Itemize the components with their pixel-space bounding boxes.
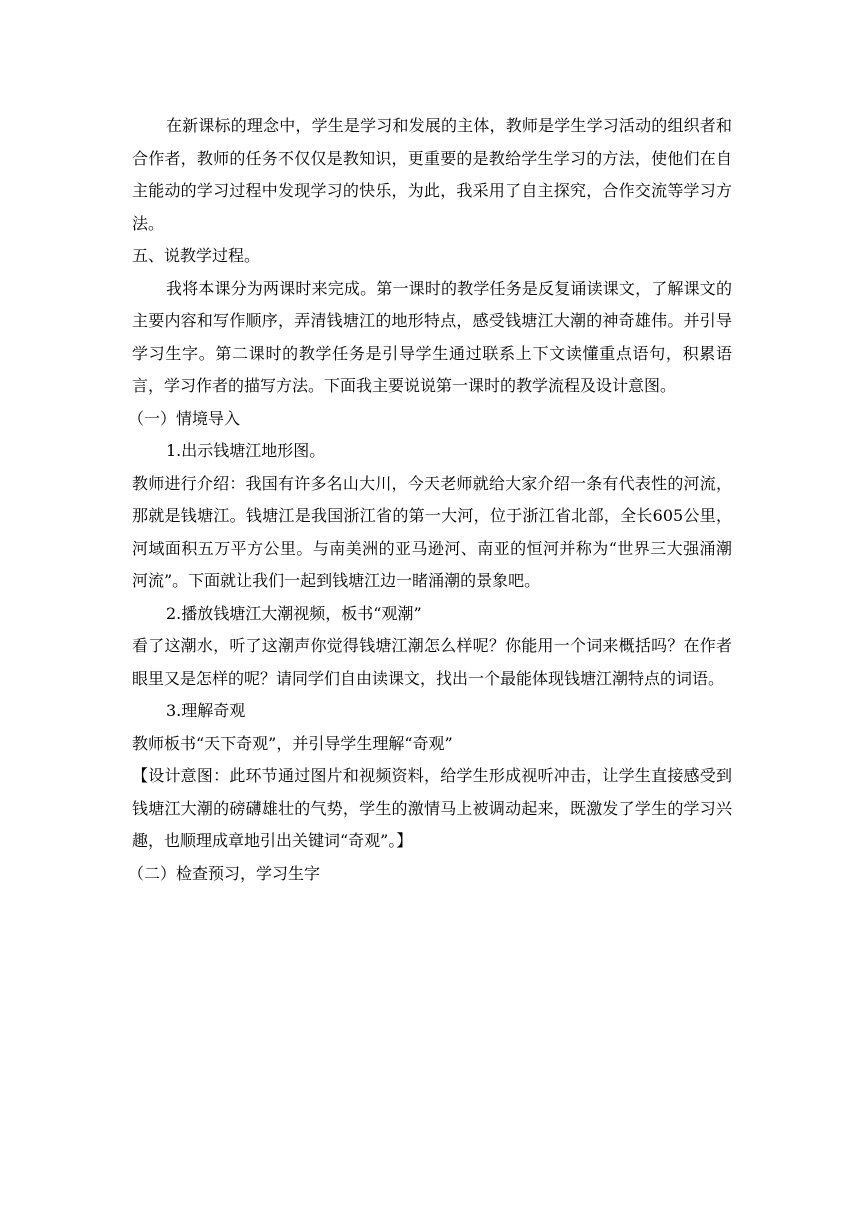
paragraph-lesson-plan: 我将本课分为两课时来完成。第一课时的教学任务是反复诵读课文，了解课文的主要内容和写作顺序，弄清钱塘江的地形特点，感受钱塘江大潮的神奇雄伟。并引导学习生字。第二课时的教学任务是引导学生通过联系上下文读懂重点语句，积累语言，学习作者的描写方法。下面我主要说说第一课时的教学流程及设计意图。 bbox=[132, 278, 732, 395]
step-understand-wonder: 3.理解奇观 bbox=[166, 701, 246, 720]
document-page bbox=[128, 110, 732, 890]
section-heading-teaching-process: 五、说教学过程。 bbox=[132, 246, 261, 265]
paragraph-learning-methods: 在新课标的理念中，学生是学习和发展的主体，教师是学生学习活动的组织者和合作者，教师的任务不仅仅是教知识，更重要的是教给学生学习的方法，使他们在自主能动的学习过程中发现学习的快乐，为此，我采用了自主探究，合作交流等学习方法。 bbox=[132, 116, 732, 233]
subheading-situation-intro: （一）情境导入 bbox=[128, 408, 241, 428]
subheading-preview-check: （二）检查预习，学习生字 bbox=[128, 863, 321, 883]
paragraph-blackboard: 教师板书“天下奇观”，并引导学生理解“奇观” bbox=[132, 733, 453, 753]
paragraph-teacher-introduction: 教师进行介绍：我国有许多名山大川，今天老师就给大家介绍一条有代表性的河流，那就是钱塘江。钱塘江是我国浙江省的第一大河，位于浙江省北部，全长605公里，河域面积五万平方公里。与南美洲的亚马逊河、南亚的恒河并称为“世界三大强涌潮河流”。下面就让我们一起到钱塘江边一睹涌潮的景象吧。 bbox=[132, 473, 732, 590]
paragraph-design-intent: 【设计意图：此环节通过图片和视频资料，给学生形成视听冲击，让学生直接感受到钱塘江大潮的磅礴雄壮的气势，学生的激情马上被调动起来，既激发了学生的学习兴趣，也顺理成章地引出关键词“奇观”。】 bbox=[132, 766, 732, 850]
step-show-map: 1.出示钱塘江地形图。 bbox=[166, 441, 326, 460]
paragraph-questions: 看了这潮水，听了这潮声你觉得钱塘江潮怎么样呢？你能用一个词来概括吗？在作者眼里又是怎样的呢？请同学们自由读课文，找出一个最能体现钱塘江潮特点的词语。 bbox=[132, 636, 732, 688]
step-play-video: 2.播放钱塘江大潮视频，板书“观潮” bbox=[166, 603, 422, 623]
